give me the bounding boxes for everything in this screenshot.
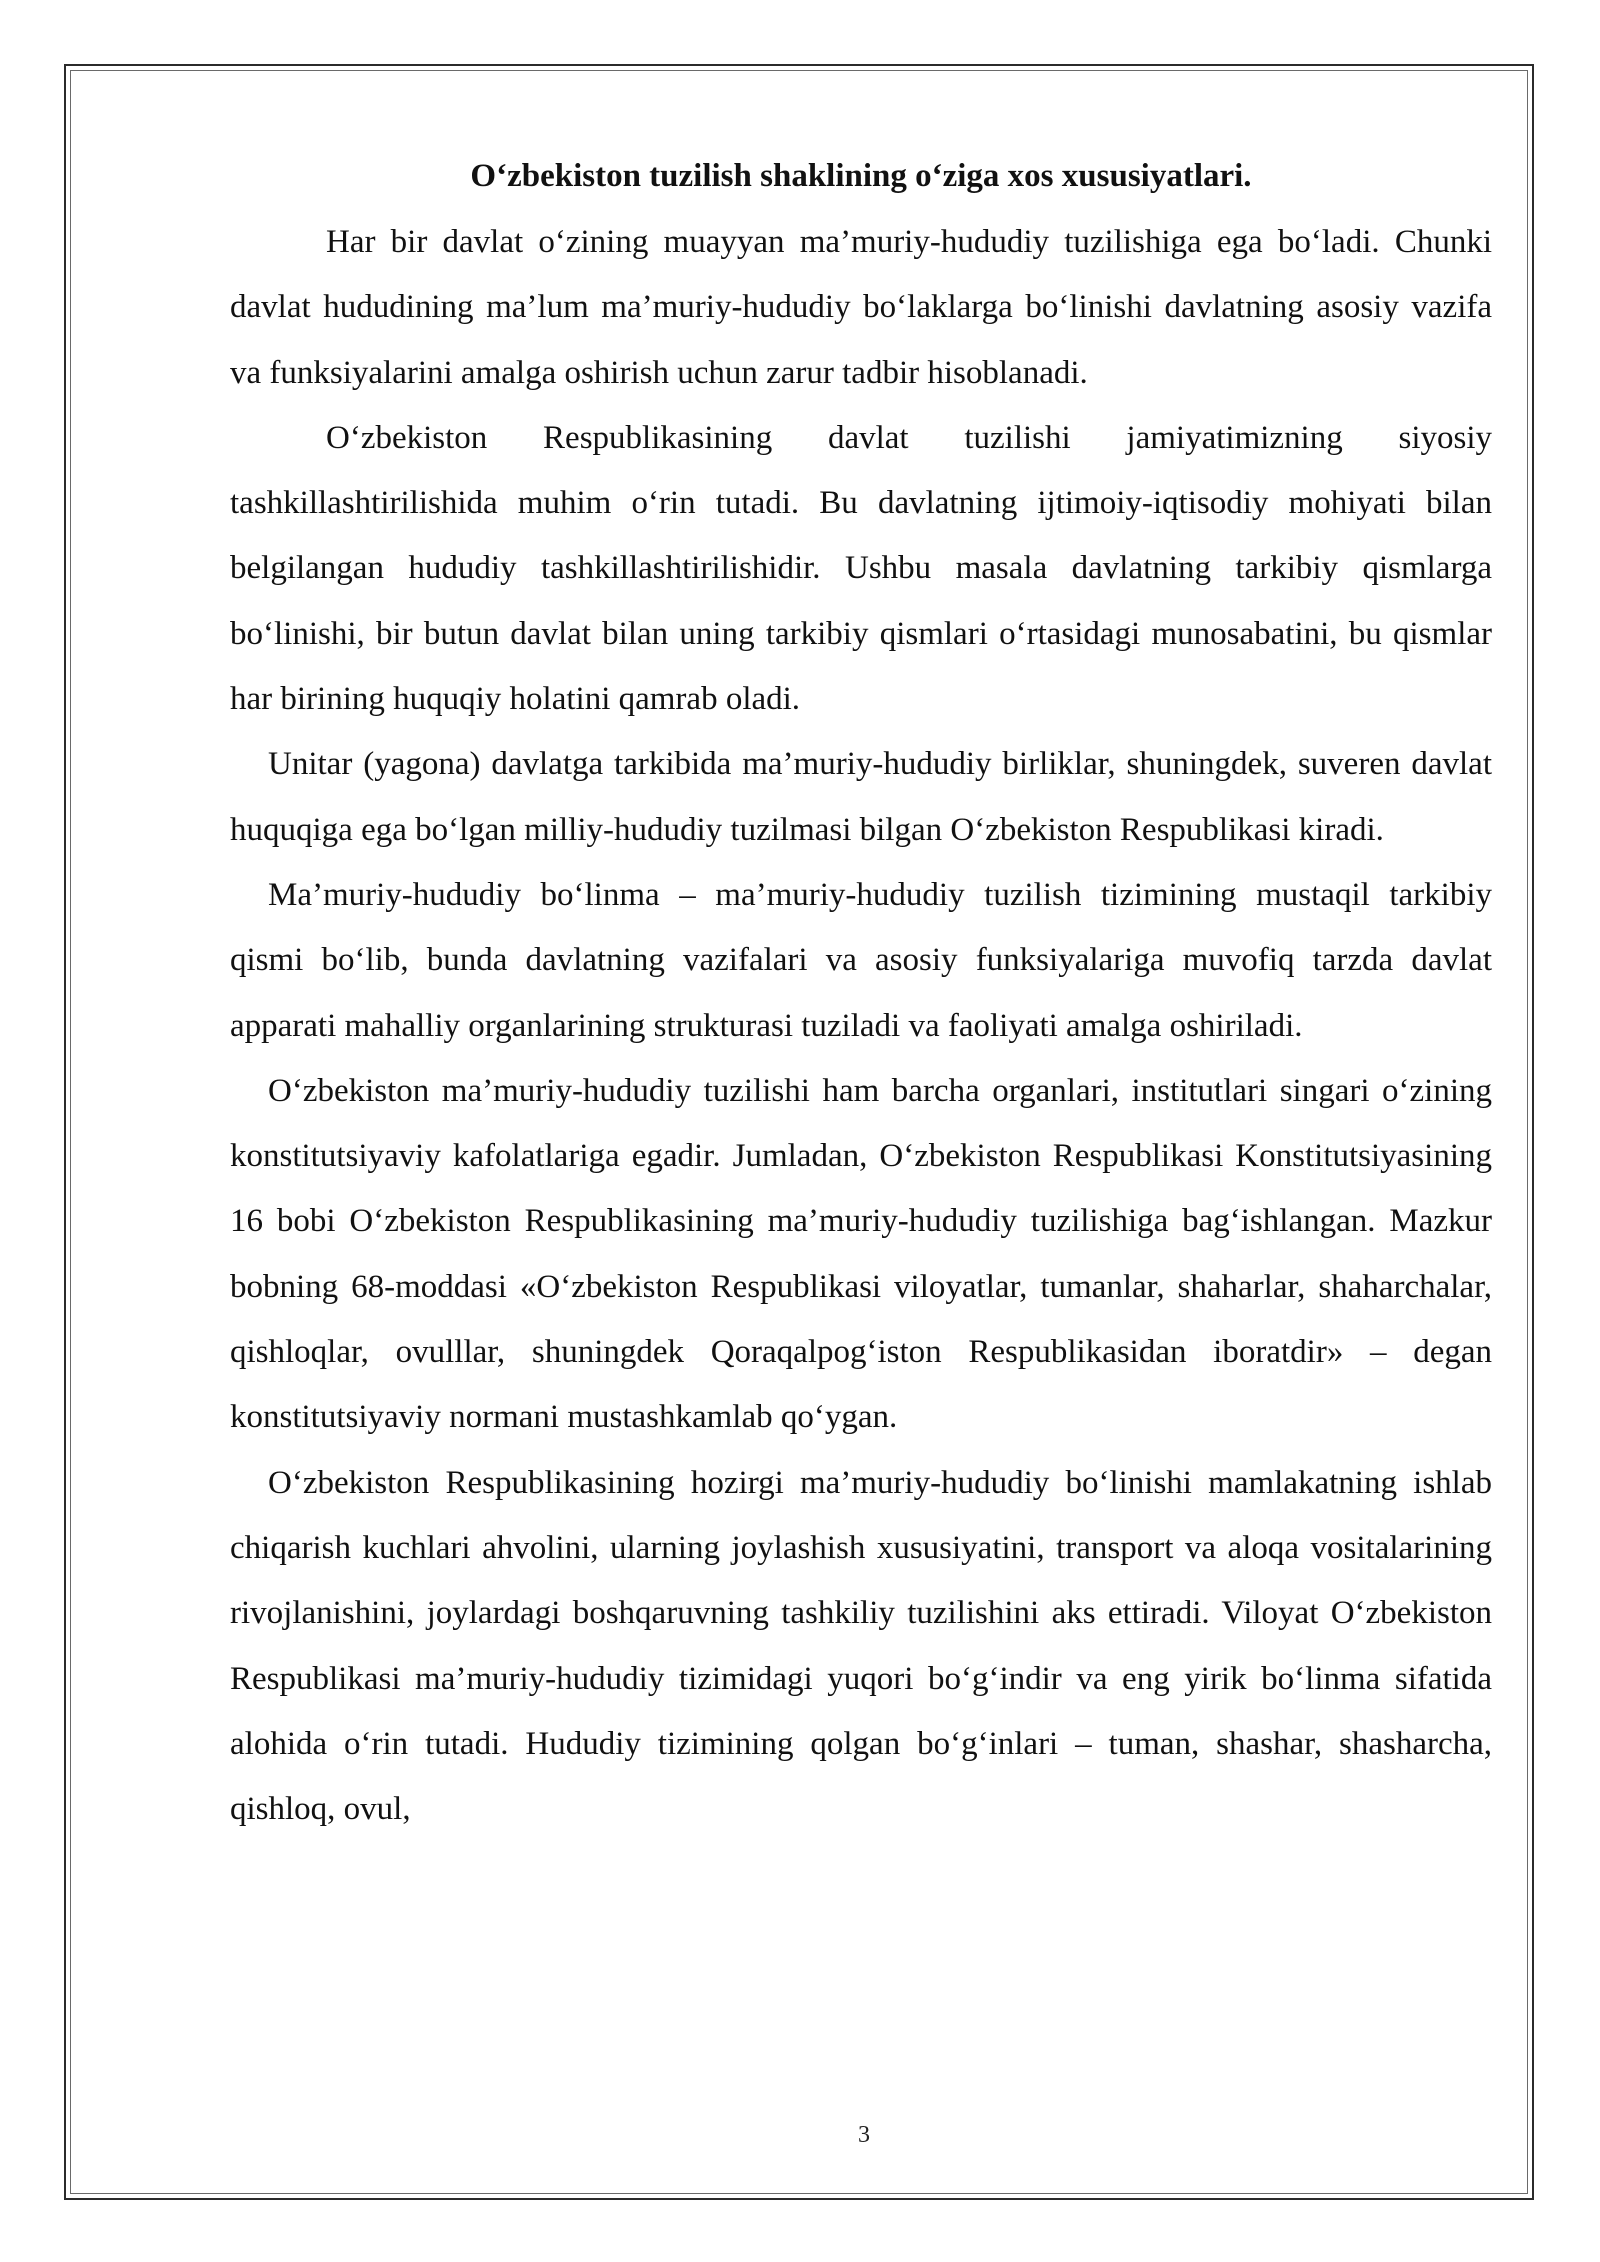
paragraph-4: Ma’muriy-hududiy bo‘linma – ma’muriy-hududiy tuzilish tizimining mustaqil tarkibiy qismi bo‘lib, bunda davlatning vazifalari va asosiy funksiyalariga muvofiq tarzda davlat apparati mahalliy organlarining strukturasi tuziladi va faoliyati amalga oshiriladi. (230, 876, 1492, 1044)
page-number: 3 (858, 2122, 870, 2148)
paragraph-1: Har bir davlat o‘zining muayyan ma’muriy-hududiy tuzilishiga ega bo‘ladi. Chunki davlat hududining ma’lum ma’muriy-hududiy bo‘laklarga bo‘linishi davlatning asosiy vazifa va funksiyalarini amalga oshirish uchun zarur tadbir hisoblanadi. (230, 224, 1492, 391)
paragraph-3: Unitar (yagona) davlatga tarkibida ma’muriy-hududiy birliklar, shuningdek, suveren davlat huquqiga ega bo‘lgan milliy-hududiy tuzilmasi bilgan O‘zbekiston Respublikasi kiradi. (230, 746, 1492, 848)
page-content (230, 150, 1492, 1842)
document-title: O‘zbekiston tuzilish shaklining o‘ziga xos xususiyatlari. (470, 158, 1252, 194)
paragraph-6: O‘zbekiston Respublikasining hozirgi ma’muriy-hududiy bo‘linishi mamlakatning ishlab chiqarish kuchlari ahvolini, ularning joylashish xususiyatini, transport va aloqa vositalarining rivojlanishini, joylardagi boshqaruvning tashkiliy tuzilishini aks ettiradi. Viloyat O‘zbekiston Respublikasi ma’muriy-hududiy tizimidagi yuqori bo‘g‘indir va eng yirik bo‘linma sifatida alohida o‘rin tutadi. Hududiy tizimining qolgan bo‘g‘inlari – tuman, shashar, shasharcha, qishloq, ovul, (230, 1464, 1492, 1828)
paragraph-5: O‘zbekiston ma’muriy-hududiy tuzilishi ham barcha organlari, institutlari singari o‘zining konstitutsiyaviy kafolatlariga egadir. Jumladan, O‘zbekiston Respublikasi Konstitutsiyasining 16 bobi O‘zbekiston Respublikasining ma’muriy-hududiy tuzilishiga bag‘ishlangan. Mazkur bobning 68-moddasi «O‘zbekiston Respublikasi viloyatlar, tumanlar, shaharlar, shaharchalar, qishloqlar, ovulllar, shuningdek Qoraqalpog‘iston Respublikasidan iboratdir» – degan konstitutsiyaviy normani mustashkamlab qo‘ygan. (230, 1072, 1492, 1436)
paragraph-2: O‘zbekiston Respublikasining davlat tuzilishi jamiyatimizning siyosiy tashkillashtirilishida muhim o‘rin tutadi. Bu davlatning ijtimoiy-iqtisodiy mohiyati bilan belgilangan hududiy tashkillashtirilishidir. Ushbu masala davlatning tarkibiy qismlarga bo‘linishi, bir butun davlat bilan uning tarkibiy qismlari o‘rtasidagi munosabatini, bu qismlar har birining huquqiy holatini qamrab oladi. (230, 419, 1492, 718)
